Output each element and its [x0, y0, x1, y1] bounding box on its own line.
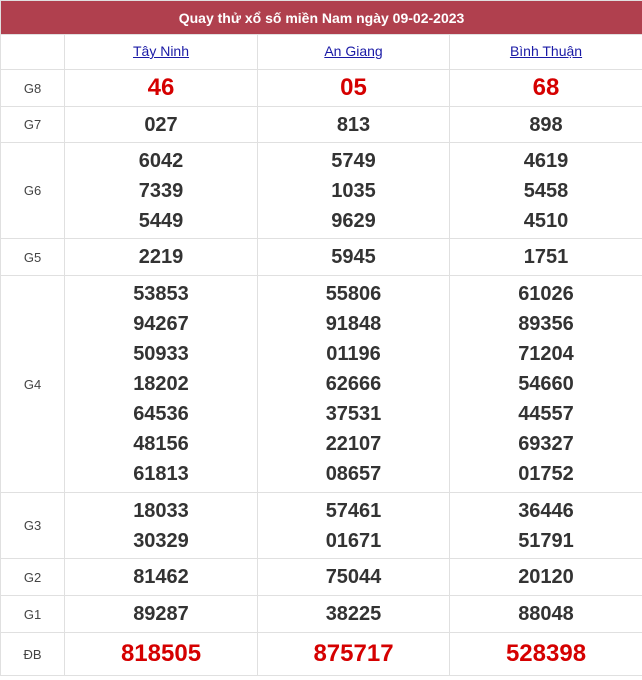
prize-number: 75044: [325, 566, 382, 588]
prize-number: 01671: [325, 529, 382, 552]
prize-number: 4619: [523, 149, 569, 172]
prize-cell: [258, 70, 450, 107]
province-header-binh-thuan: [450, 35, 642, 70]
prize-cell: [450, 633, 642, 676]
prize-cell: [65, 107, 258, 143]
prize-number: 30329: [133, 529, 189, 552]
prize-number: 55806: [325, 283, 382, 305]
prize-number: 20120: [518, 566, 574, 588]
prize-number: 46: [147, 74, 175, 101]
prize-cell: [65, 239, 258, 276]
prize-number: 64536: [133, 403, 189, 425]
prize-label: G1: [1, 596, 65, 633]
prize-row: [1, 633, 642, 676]
prize-row: [1, 596, 642, 633]
prize-number: 61813: [133, 463, 189, 485]
prize-number: 89356: [518, 313, 574, 335]
prize-number: 027: [144, 113, 178, 136]
prize-number: 5458: [523, 179, 569, 202]
prize-label: G8: [1, 70, 65, 107]
prize-number: 08657: [325, 463, 382, 485]
prize-rows: [1, 70, 642, 676]
prize-number: 53853: [133, 283, 189, 305]
prize-cell: [65, 596, 258, 633]
prize-row: [1, 143, 642, 239]
prize-number: 875717: [313, 640, 394, 667]
prize-cell: [65, 276, 258, 493]
prize-number: 05: [340, 74, 367, 101]
prize-number: 51791: [518, 529, 574, 552]
page-title: Quay thử xổ số miền Nam ngày 09-02-2023: [1, 1, 642, 35]
prize-number: 5945: [331, 246, 376, 268]
prize-number: 01196: [326, 343, 381, 365]
prize-number: 37531: [325, 403, 382, 425]
prize-row: [1, 107, 642, 143]
prize-cell: [258, 276, 450, 493]
prize-label: ĐB: [1, 633, 65, 676]
prize-cell: [65, 143, 258, 239]
prize-number: 818505: [120, 640, 202, 667]
prize-cell: [258, 559, 450, 596]
prize-cell: [65, 493, 258, 559]
prize-number: 54660: [518, 373, 574, 395]
prize-label: G4: [1, 276, 65, 493]
prize-number: 50933: [133, 343, 189, 365]
prize-number: 89287: [133, 603, 189, 625]
prize-cell: [258, 596, 450, 633]
prize-number: 9629: [331, 209, 376, 232]
prize-number: 18202: [133, 373, 189, 395]
prize-cell: [65, 559, 258, 596]
prize-number: 44557: [518, 403, 574, 425]
prize-cell: [65, 633, 258, 676]
prize-number: 6042: [138, 149, 184, 172]
prize-cell: [450, 239, 642, 276]
province-link-tay-ninh[interactable]: Tây Ninh: [132, 43, 190, 59]
prize-cell: [258, 143, 450, 239]
prize-label: G6: [1, 143, 65, 239]
prize-number: 22107: [325, 433, 382, 455]
prize-row: [1, 239, 642, 276]
prize-number: 5749: [331, 149, 376, 172]
prize-number: 62666: [325, 373, 382, 395]
prize-number: 528398: [505, 640, 587, 667]
prize-cell: [258, 633, 450, 676]
label-column-header: [1, 35, 65, 70]
prize-number: 01752: [518, 463, 574, 485]
prize-number: 61026: [518, 283, 574, 305]
prize-cell: [450, 70, 642, 107]
prize-cell: [450, 596, 642, 633]
prize-number: 18033: [133, 499, 189, 522]
prize-number: 2219: [138, 246, 184, 268]
prize-number: 94267: [133, 313, 189, 335]
prize-row: [1, 559, 642, 596]
prize-cell: [450, 276, 642, 493]
province-header-an-giang: [258, 35, 450, 70]
prize-number: 71204: [518, 343, 574, 365]
prize-number: 1751: [523, 246, 569, 268]
prize-cell: [258, 239, 450, 276]
prize-row: [1, 493, 642, 559]
prize-cell: [450, 559, 642, 596]
prize-cell: [65, 70, 258, 107]
prize-number: 1035: [331, 179, 376, 202]
prize-number: 5449: [138, 209, 184, 232]
prize-cell: [450, 107, 642, 143]
prize-number: 88048: [518, 603, 574, 625]
prize-label: G2: [1, 559, 65, 596]
prize-label: G7: [1, 107, 65, 143]
prize-number: 7339: [138, 179, 184, 202]
prize-number: 91848: [325, 313, 382, 335]
prize-row: [1, 276, 642, 493]
province-link-binh-thuan[interactable]: Bình Thuận: [509, 43, 583, 59]
prize-number: 69327: [518, 433, 574, 455]
prize-number: 813: [336, 113, 371, 136]
prize-label: G5: [1, 239, 65, 276]
prize-cell: [450, 143, 642, 239]
prize-cell: [258, 493, 450, 559]
province-link-an-giang[interactable]: An Giang: [324, 43, 383, 59]
prize-row: [1, 70, 642, 107]
prize-number: 898: [529, 113, 563, 136]
prize-number: 68: [532, 74, 560, 101]
prize-number: 48156: [133, 433, 189, 455]
prize-cell: [450, 493, 642, 559]
prize-label: G3: [1, 493, 65, 559]
prize-number: 81462: [133, 566, 189, 588]
prize-number: 38225: [325, 603, 382, 625]
province-header-tay-ninh: [65, 35, 258, 70]
prize-cell: [258, 107, 450, 143]
prize-number: 57461: [325, 499, 382, 522]
prize-number: 4510: [523, 209, 569, 232]
prize-number: 36446: [518, 499, 574, 522]
